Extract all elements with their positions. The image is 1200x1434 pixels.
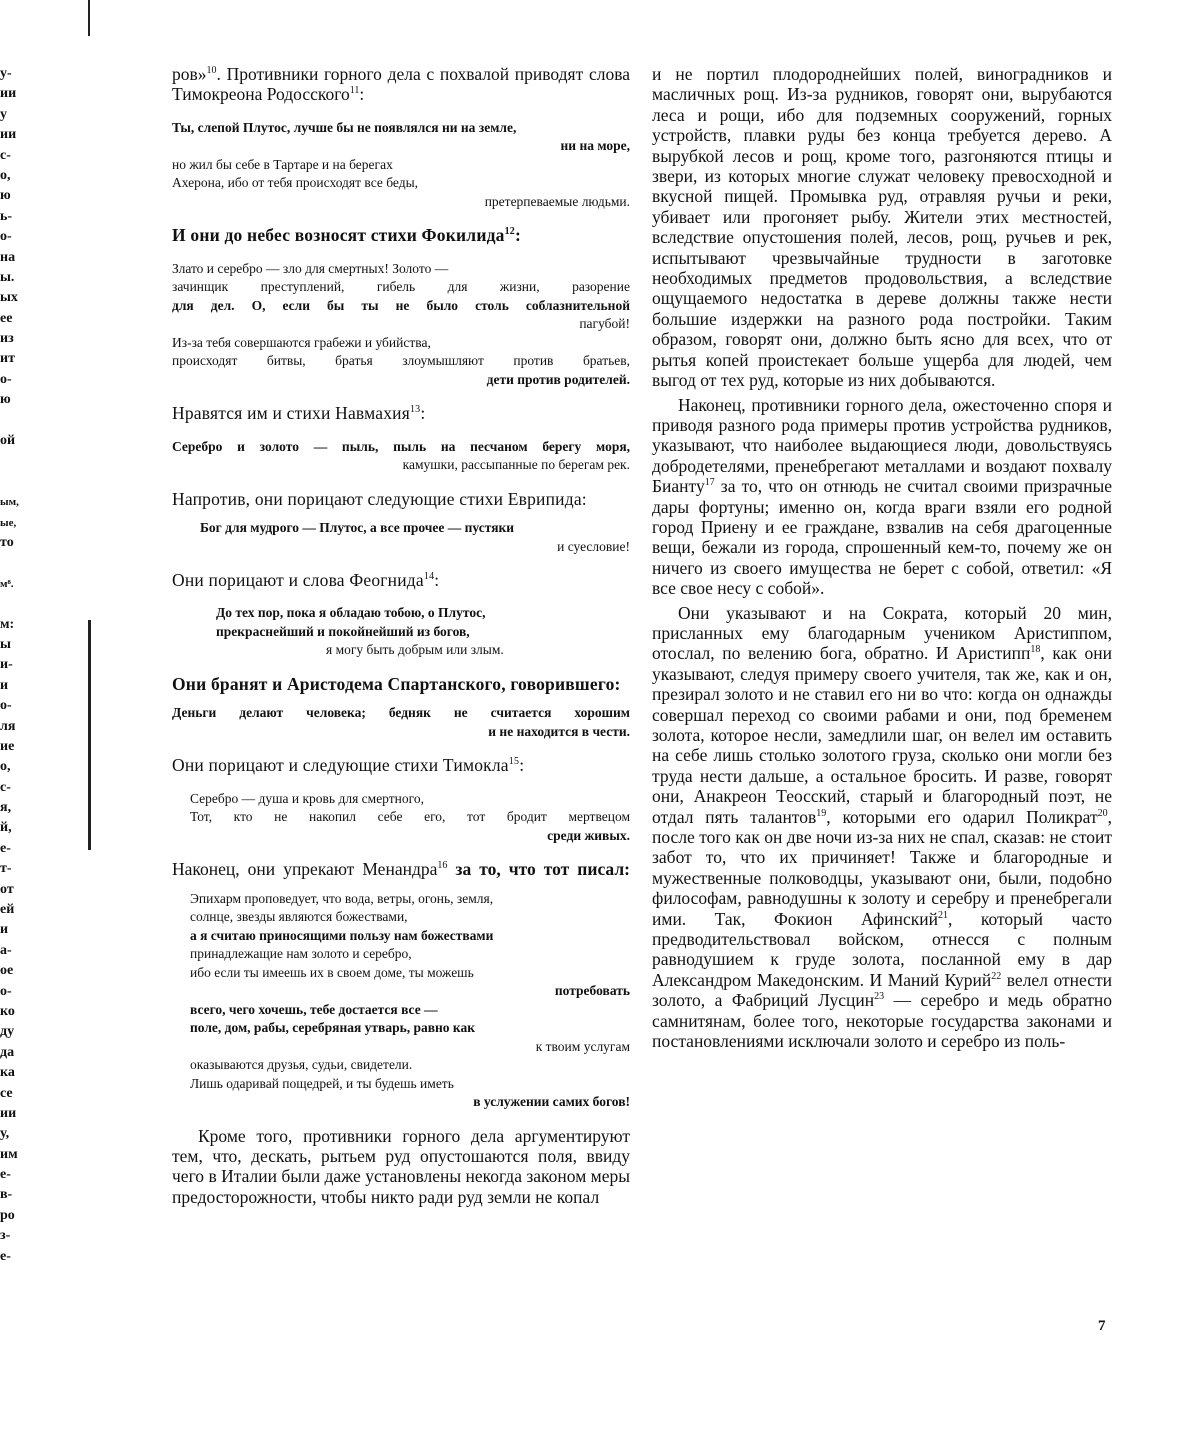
verse-line: претерпеваемые людьми.: [484, 193, 630, 209]
verse-line: Эпихарм проповедует, что вода, ветры, огонь, земля,: [190, 890, 494, 906]
footnote-ref: 22: [991, 971, 1002, 983]
edge-fragment: т-: [0, 861, 12, 877]
edge-fragment: з-: [0, 1228, 11, 1244]
verse-line: Деньги делают человека; бедняк не считается хорошим: [172, 705, 630, 721]
verse-menander: [172, 890, 630, 1112]
verse-line: среди живых.: [547, 827, 630, 843]
edge-fragment: и: [0, 922, 9, 938]
footnote-ref: 23: [874, 991, 885, 1003]
verse-line: и не находится в чести.: [488, 723, 630, 739]
verse-line: Лишь одаривай пощедрей, и ты будешь иметь: [190, 1075, 454, 1091]
edge-fragment: ых: [0, 290, 18, 306]
binding-shadow: [88, 620, 91, 850]
edge-fragment: ие: [0, 738, 15, 754]
edge-fragment: ым,: [0, 496, 19, 509]
edge-fragment: ля: [0, 718, 16, 734]
footnote-ref: 10: [206, 65, 217, 77]
edge-fragment: у-: [0, 66, 12, 81]
verse-line: происходят битвы, братья злоумышляют против братьев,: [172, 353, 630, 369]
edge-fragment: се: [0, 1085, 13, 1101]
edge-fragment: им: [0, 1146, 18, 1162]
footnote-ref: 17: [704, 477, 715, 489]
paragraph: Они указывают и на Сократа, который 20 мин, присланных ему благодарным учеником Аристиппом, отослал, по велению бога, обратно. И Аристипп$^{18}$, как они указывают, следуя примеру своего учителя, так же, как и он, презирал золото и не ставил его ни во что: когда он однажды совершал переход со своими рабами и они, под бременем золота, которое несли, замедлили шаг, он велел им оставить на себе лишь столько золотого груза, сколько они могли без труда нести дальше, а остальное бросить. И разве, говорят они, Анакреон Теосский, старый и благородный поэт, не отдал пять талантов$^{19}$, которыми его одарил Поликрат$^{20}$, после того как он две ночи из-за них не спал, сказав: не стоит забот то, что их причиняет! Также и благородные и мужественные полководцы, указывают они, были, подобно философам, равнодушны к золоту и серебру и пренебрегали ими. Так, Фокион Афинский$^{21}$, который часто предводительствовал войском, отнесся с полным равнодушием к груде золота, посланной ему в дар Александром Македонским. И Маний Курий$^{22}$ велел отнести золото, а Фабриций Лусцин$^{23}$ — серебро и медь обратно самнитянам, более того, некоторые государства законами и постановлениями исключали золото и серебро из поль-: [652, 602, 1112, 1052]
section-heading: Наконец, они упрекают Менандра$^{16}$ за то, что тот писал:: [172, 859, 630, 880]
section-heading: Напротив, они порицают следующие стихи Еврипида:: [172, 488, 587, 509]
footnote-ref: 18: [1030, 644, 1041, 656]
verse-line: Серебро и золото — пыль, пыль на песчаном берегу моря,: [172, 438, 630, 454]
edge-fragment: е-: [0, 840, 11, 856]
section-heading: И они до небес возносят стихи Фокилида$^{12}$:: [172, 225, 522, 246]
footnote-ref: 11: [349, 85, 360, 97]
verse-line: Из-за тебя совершаются грабежи и убийства,: [172, 334, 431, 350]
edge-fragment: на: [0, 249, 16, 265]
edge-fragment: ю: [0, 188, 11, 204]
closing-paragraph: Кроме того, противники горного дела аргументируют тем, что, дескать, рытьем руд опустошаются поля, ввиду чего в Италии были даже установлены некогда законом меры предосторожности, чтобы никто ради руд земли не копал: [172, 1125, 630, 1207]
verse-line: ибо если ты имеешь их в своем доме, ты можешь: [190, 964, 474, 980]
edge-fragment: я,: [0, 800, 12, 816]
verse-line: дети против родителей.: [486, 371, 630, 387]
edge-fragment: [0, 451, 22, 471]
edge-fragment: с-: [0, 779, 11, 795]
verse-line: потребовать: [554, 983, 630, 999]
edge-fragment: у,: [0, 1126, 10, 1142]
edge-fragment: да: [0, 1044, 15, 1060]
edge-fragment: ы: [0, 636, 11, 652]
verse-naumachius: [172, 438, 630, 475]
edge-fragment: ка: [0, 1065, 15, 1081]
edge-fragment: [0, 553, 22, 573]
edge-fragment: ду: [0, 1024, 15, 1040]
page-number: 7: [1098, 1318, 1106, 1334]
edge-fragment: ее: [0, 310, 13, 326]
verse-line: всего, чего хочешь, тебе достается все —: [190, 1001, 438, 1017]
section-heading: Нравятся им и стихи Навмахия$^{13}$:: [172, 403, 426, 424]
verse-line: камушки, рассыпанные по берегам рек.: [402, 457, 630, 473]
verse-line: а я считаю приносящими пользу нам божествами: [190, 927, 494, 943]
edge-fragment: у: [0, 106, 7, 122]
edge-fragment: е-: [0, 1248, 11, 1264]
verse-line: ни на море,: [560, 138, 630, 154]
edge-fragment: о,: [0, 759, 11, 775]
edge-fragment: и: [0, 677, 9, 693]
verse-line: прекраснейший и покойнейший из богов,: [216, 623, 470, 639]
edge-fragment: о-: [0, 371, 12, 387]
edge-fragment: о-: [0, 983, 12, 999]
verse-line: поле, дом, рабы, серебряная утварь, равно как: [190, 1020, 476, 1036]
edge-fragment: ии: [0, 86, 17, 102]
binding-line: [88, 0, 90, 36]
verse-line: оказываются друзья, судьи, свидетели.: [190, 1057, 413, 1073]
section-heading: Они порицают и слова Феогнида$^{14}$:: [172, 570, 440, 591]
verse-line: Бог для мудрого — Плутос, а все прочее — пустяки: [200, 520, 515, 536]
edge-fragment: е-: [0, 1167, 11, 1183]
previous-page-edge: [0, 64, 22, 1267]
verse-line: солнце, звезды являются божествами,: [190, 909, 408, 925]
right-column: [652, 64, 1112, 1052]
edge-fragment: а-: [0, 942, 12, 958]
verse-line: пагубой!: [579, 316, 630, 332]
edge-fragment: й,: [0, 820, 12, 836]
edge-fragment: и-: [0, 657, 13, 673]
footnote-ref: 14: [423, 571, 435, 583]
edge-fragment: м⁸.: [0, 577, 14, 590]
left-column: [172, 64, 630, 1207]
edge-fragment: ко: [0, 1003, 15, 1019]
edge-fragment: о,: [0, 167, 11, 183]
section-heading: Они порицают и следующие стихи Тимокла$^{15}$:: [172, 755, 525, 776]
verse-line: Ты, слепой Плутос, лучше бы не появлялся ни на земле,: [172, 119, 517, 135]
footnote-ref: 21: [938, 909, 949, 921]
edge-fragment: ии: [0, 1105, 17, 1121]
edge-fragment: ро: [0, 1207, 15, 1223]
edge-fragment: ое: [0, 963, 14, 979]
verse-line: в услужении самих богов!: [473, 1094, 630, 1110]
verse-line: Серебро — душа и кровь для смертного,: [190, 790, 424, 806]
verse-line: к твоим услугам: [535, 1038, 630, 1054]
edge-fragment: [0, 472, 22, 492]
footnote-ref: 15: [508, 756, 520, 768]
verse-timocles: [172, 790, 630, 846]
verse-line: принадлежащие нам золото и серебро,: [190, 946, 412, 962]
verse-euripides: [172, 519, 630, 556]
verse-timocreon: [172, 119, 630, 212]
verse-line: Злато и серебро — зло для смертных! Золото —: [172, 260, 449, 276]
edge-fragment: ые,: [0, 516, 17, 529]
verse-aristodemus: [172, 704, 630, 741]
edge-fragment: из: [0, 331, 14, 347]
footnote-ref: 12: [504, 226, 516, 238]
paragraph: и не портил плодороднейших полей, виноградников и масличных рощ. Из-за рудников, говорят они, вырубаются леса и рощи, ибо для подземных сооружений, горных устройств, плавки руды без конца требуется дерево. А вырубкой лесов и рощ, кроме того, разгоняются птицы и звери, из которых многие служат человеку превосходной и вкусной пищей. Промывка руд, отравляя ручьи и реки, убивает или прогоняет рыбу. Жители этих местностей, вследствие опустошения полей, лесов, рощ, ручьев и рек, испытывают чрезвычайные трудности в заготовке необходимых предметов продовольствия, а вследствие ощущаемого недостатка в дереве должны также нести большие издержки на разного рода постройки. Таким образом, говорят они, должно быть ясно для всех, что от рытья копей проистекает больше ущерба для людей, чем выгод от тех руд, которые из них добываются.: [652, 64, 1112, 391]
edge-fragment: с-: [0, 147, 11, 163]
edge-fragment: о-: [0, 698, 12, 714]
intro-paragraph: ров»$^{10}$. Противники горного дела с похвалой приводят слова Тимокреона Родосского$^{11}$:: [172, 64, 630, 105]
footnote-ref: 20: [1097, 807, 1108, 819]
edge-fragment: о-: [0, 229, 12, 245]
edge-fragment: ой: [0, 433, 16, 449]
edge-fragment: м:: [0, 616, 15, 632]
footnote-ref: 13: [409, 404, 421, 416]
verse-line: До тех пор, пока я обладаю тобою, о Плутос,: [216, 605, 486, 621]
verse-line: Ахерона, ибо от тебя происходят все беды,: [172, 175, 419, 191]
verse-line: и суесловие!: [557, 538, 630, 554]
edge-fragment: от: [0, 881, 14, 897]
footnote-ref: 16: [437, 860, 448, 872]
edge-fragment: в-: [0, 1187, 13, 1203]
edge-fragment: ей: [0, 902, 15, 918]
edge-fragment: ю: [0, 392, 11, 408]
edge-fragment: [0, 411, 22, 431]
edge-fragment: ь-: [0, 208, 13, 224]
paragraph: Наконец, противники горного дела, ожесточенно споря и приводя разного рода примеры против устройства рудников, указывают, что наиболее выдающиеся люди, довольствуясь добродетелями, пренебрегают металлами и воздают похвалу Бианту$^{17}$ за то, что он отнюдь не считал своими призрачные дары фортуны; именно он, когда враги взяли его родной город Приену и ее граждане, взвалив на себя драгоценные вещи, бежали из города, спрошенный кем-то, почему же он ничего из своего имущества не берет с собой, ответил: «Я все свое несу с собой».: [652, 394, 1112, 599]
verse-line: я могу быть добрым или злым.: [326, 642, 504, 658]
verse-line: но жил бы себе в Тартаре и на берегах: [172, 156, 393, 172]
verse-line: зачинщик преступлений, гибель для жизни, разорение: [172, 279, 630, 295]
verse-phocylides: [172, 260, 630, 390]
edge-fragment: ы.: [0, 269, 15, 285]
verse-line: для дел. О, если бы ты не было столь соблазнительной: [172, 297, 630, 313]
verse-theognis: [172, 604, 630, 660]
footnote-ref: 19: [816, 807, 827, 819]
verse-line: Тот, кто не накопил себе его, тот бродит мертвецом: [190, 809, 630, 825]
edge-fragment: то: [0, 534, 14, 550]
edge-fragment: [0, 594, 22, 614]
section-heading: Они бранят и Аристодема Спартанского, говорившего:: [172, 673, 621, 694]
edge-fragment: ит: [0, 351, 15, 367]
edge-fragment: ии: [0, 127, 17, 143]
